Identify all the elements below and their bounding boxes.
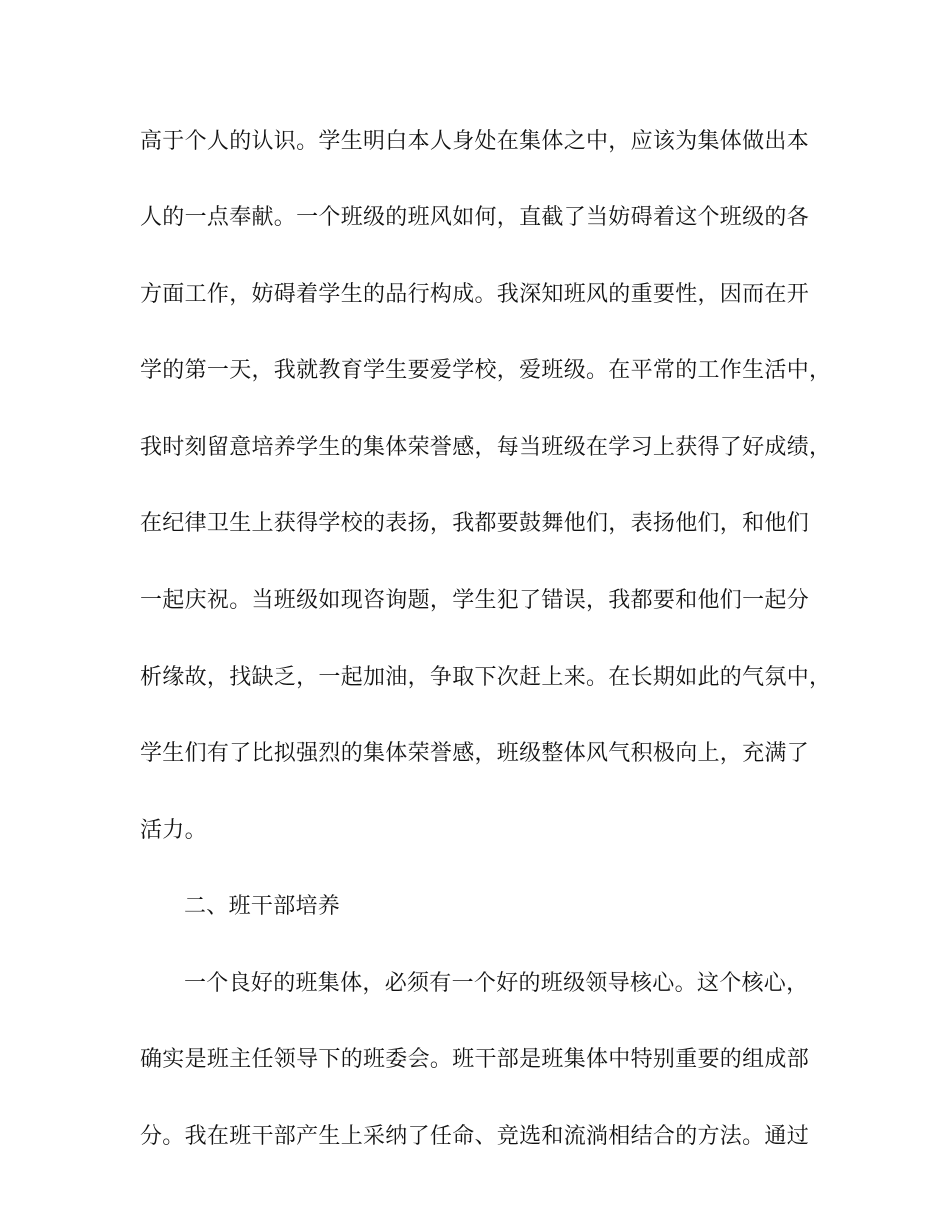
paragraph-line: 我时刻留意培养学生的集体荣誉感，每当班级在学习上获得了好成绩，	[140, 435, 832, 460]
section-heading: 二、班干部培养	[184, 894, 341, 919]
paragraph-line: 在纪律卫生上获得学校的表扬，我都要鼓舞他们，表扬他们，和他们	[140, 511, 810, 536]
paragraph-line: 析缘故，找缺乏，一起加油，争取下次赶上来。在长期如此的气氛中，	[140, 665, 832, 690]
paragraph-line: 活力。	[140, 818, 207, 843]
paragraph-line: 分。我在班干部产生上采纳了任命、竞选和流淌相结合的方法。通过	[140, 1124, 810, 1149]
paragraph-line: 确实是班主任领导下的班委会。班干部是班集体中特别重要的组成部	[140, 1047, 810, 1072]
paragraph-line: 学的第一天，我就教育学生要爱学校，爱班级。在平常的工作生活中，	[140, 358, 832, 383]
paragraph-line: 方面工作，妨碍着学生的品行构成。我深知班风的重要性，因而在开	[140, 282, 810, 307]
paragraph-line: 学生们有了比拟强烈的集体荣誉感，班级整体风气积极向上，充满了	[140, 741, 810, 766]
paragraph-line: 人的一点奉献。一个班级的班风如何，直截了当妨碍着这个班级的各	[140, 205, 810, 230]
paragraph-line: 一个良好的班集体，必须有一个好的班级领导核心。这个核心，	[184, 971, 809, 996]
paragraph-line: 一起庆祝。当班级如现咨询题，学生犯了错误，我都要和他们一起分	[140, 588, 810, 613]
paragraph-line: 高于个人的认识。学生明白本人身处在集体之中，应该为集体做出本	[140, 129, 810, 154]
